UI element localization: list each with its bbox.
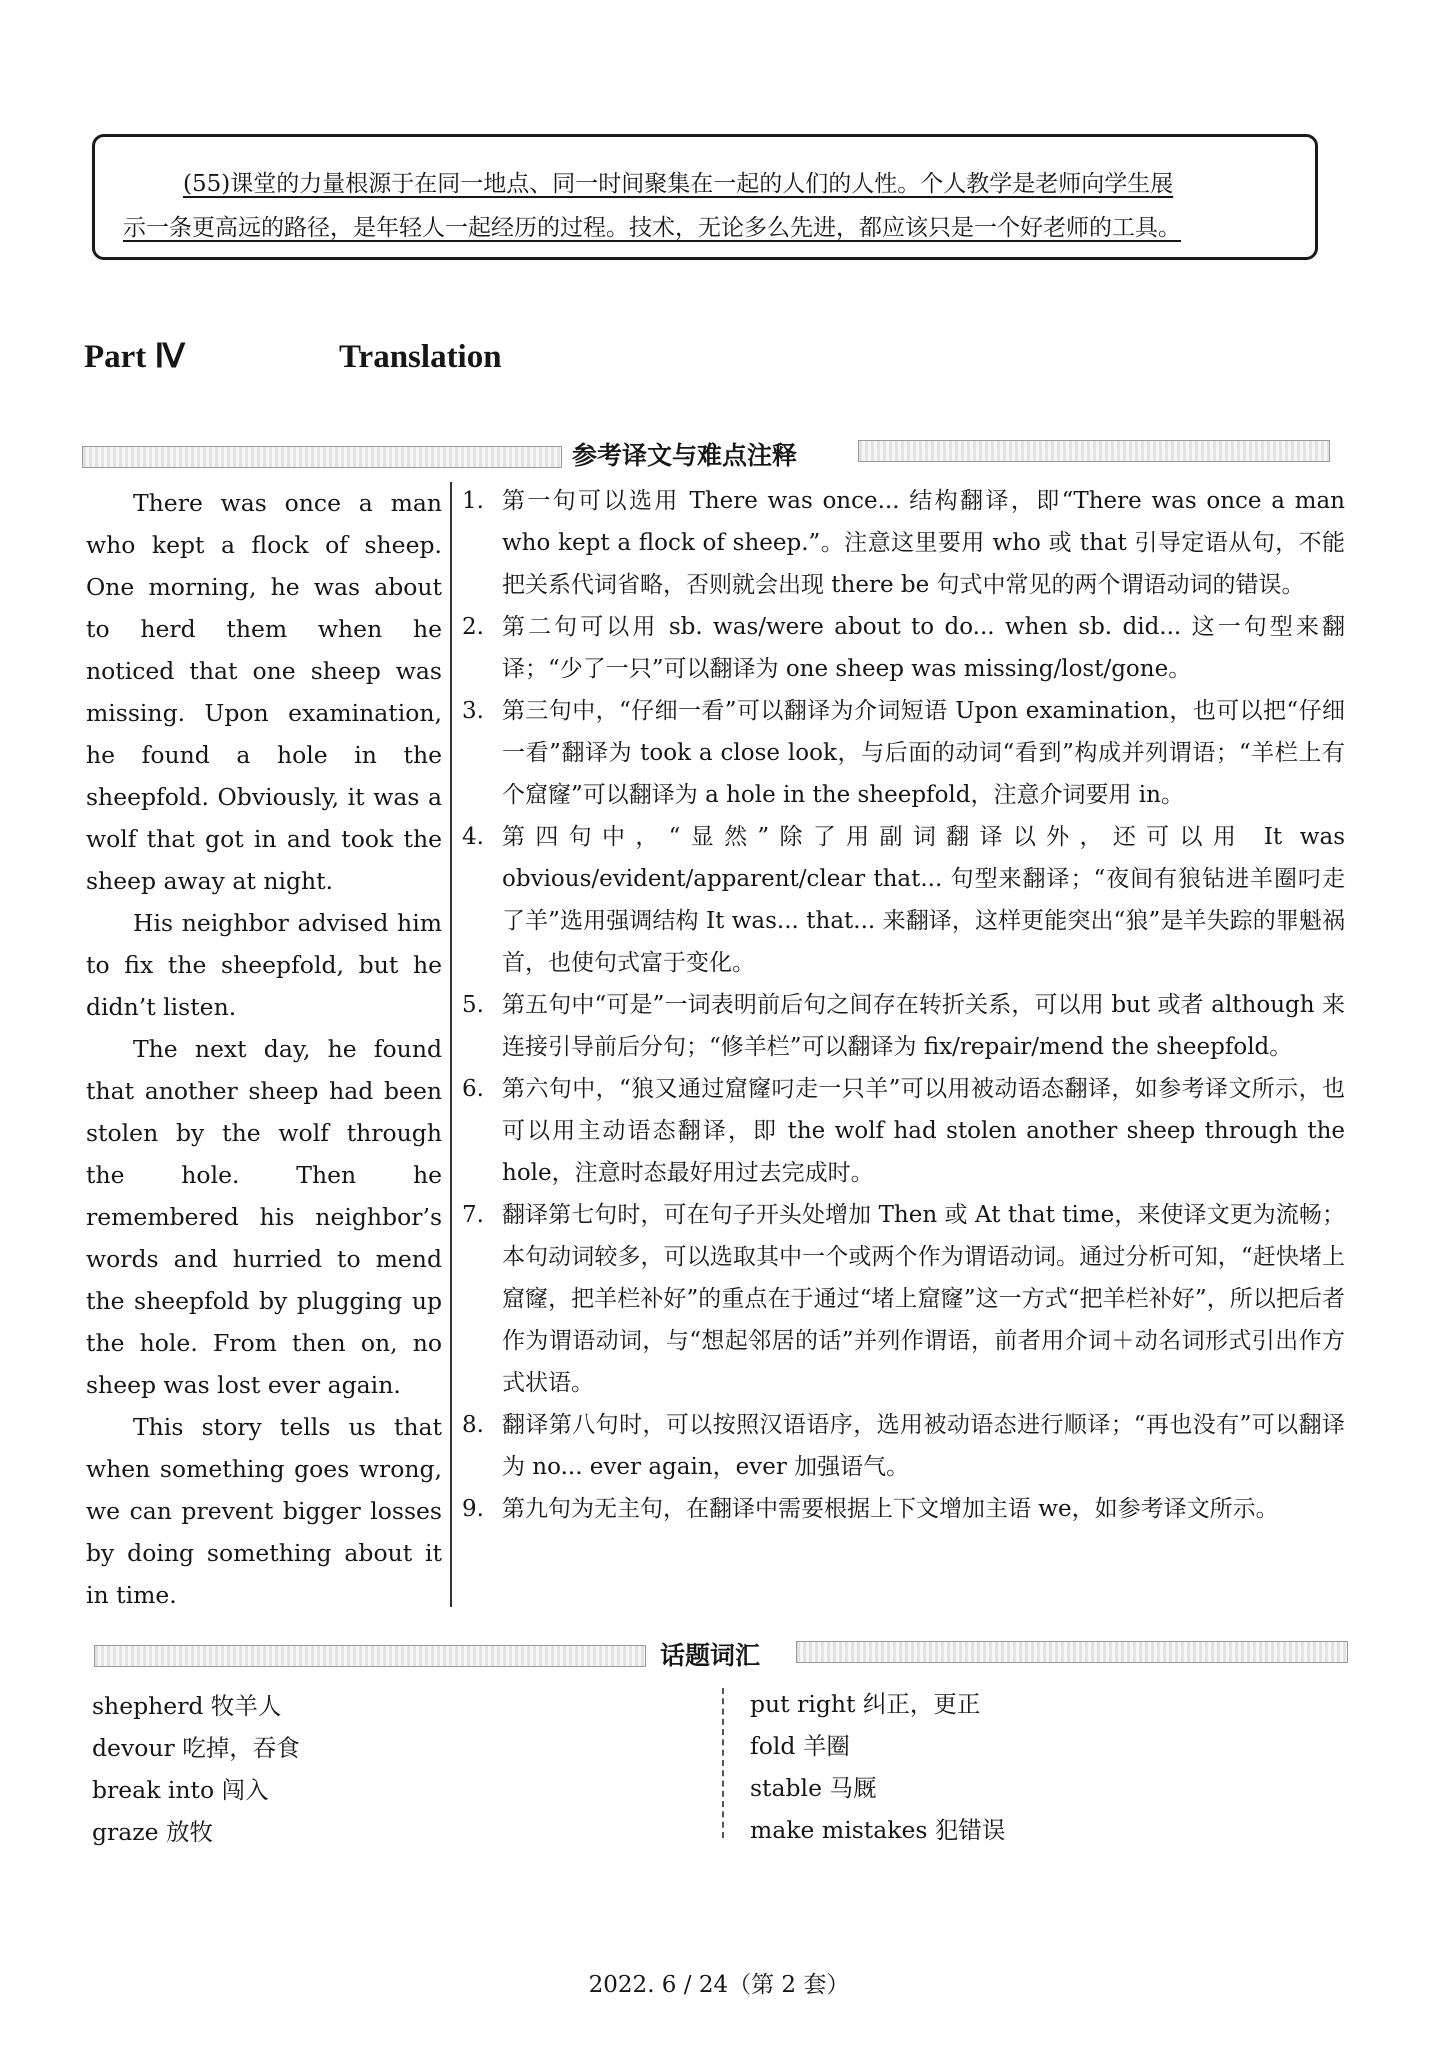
- note-number: 8.: [462, 1412, 484, 1438]
- vocab-item: break into 闯入: [92, 1776, 269, 1804]
- vocab-band-title: 话题词汇: [660, 1636, 760, 1672]
- page-footer: 2022. 6 / 24（第 2 套）: [588, 1972, 850, 1998]
- note-item: [462, 816, 1345, 984]
- note-item: [462, 1194, 1345, 1404]
- translation-paragraph: The next day, he found that another sheep had been stolen by the wolf through the hole. Then he remembered his neighbor’s words and hurried to mend the sheepfold by plugging up the hole. From then on, no sheep was lost ever again.: [86, 1035, 442, 1399]
- note-item: [462, 1488, 1345, 1530]
- note-text: 翻译第八句时，可以按照汉语语序，选用被动语态进行顺译；“再也没有”可以翻译为 no... ever again，ever 加强语气。: [502, 1412, 1345, 1480]
- part-heading: [84, 336, 502, 376]
- column-divider: [450, 482, 452, 1607]
- reference-band-title: 参考译文与难点注释: [572, 436, 797, 472]
- note-text: 第三句中，“仔细一看”可以翻译为介词短语 Upon examination，也可以把“仔细一看”翻译为 took a close look，与后面的动词“看到”构成并列谓语；“羊栏上有个窟窿”可以翻译为 a hole in the sheepfold，注意介词要用 in。: [502, 698, 1345, 808]
- translation-paragraph: There was once a man who kept a flock of sheep. One morning, he was about to herd them when he noticed that one sheep was missing. Upon examination, he found a hole in the sheepfold. Obviously, it was a wolf that got in and took the sheep away at night.: [86, 489, 442, 895]
- vocab-band-right: [796, 1641, 1348, 1663]
- reference-band-right: [858, 440, 1330, 462]
- translation-paragraph: His neighbor advised him to fix the sheepfold, but he didn’t listen.: [86, 909, 442, 1021]
- note-number: 3.: [462, 698, 484, 724]
- note-number: 2.: [462, 614, 484, 640]
- note-item: [462, 1404, 1345, 1488]
- vocab-item: put right 纠正，更正: [750, 1690, 981, 1718]
- note-text: 第二句可以用 sb. was/were about to do... when sb. did... 这一句型来翻译；“少了一只”可以翻译为 one sheep was missing/lost/gone。: [502, 614, 1345, 682]
- vocab-item: stable 马厩: [750, 1774, 877, 1802]
- note-item: [462, 480, 1345, 606]
- vocab-item: make mistakes 犯错误: [750, 1816, 1006, 1844]
- note-number: 9.: [462, 1496, 484, 1522]
- vocab-divider: [722, 1688, 724, 1838]
- note-item: [462, 690, 1345, 816]
- vocab-list-left: [92, 1685, 300, 1853]
- notes-list: [462, 480, 1345, 1530]
- part-number: Part Ⅳ: [84, 339, 185, 375]
- vocab-band-left: [94, 1645, 646, 1667]
- vocab-list-right: [750, 1683, 1005, 1851]
- note-item: [462, 984, 1345, 1068]
- vocab-item: fold 羊圈: [750, 1732, 850, 1760]
- note-number: 1.: [462, 488, 484, 514]
- note-number: 6.: [462, 1076, 484, 1102]
- note-number: 4.: [462, 824, 484, 850]
- translation-column: [86, 482, 442, 1616]
- note-number: 5.: [462, 992, 484, 1018]
- note-number: 7.: [462, 1202, 484, 1228]
- note-box: [92, 134, 1318, 260]
- section-title: Translation: [339, 339, 502, 375]
- vocab-item: devour 吃掉，吞食: [92, 1734, 300, 1762]
- note-text: 第五句中“可是”一词表明前后句之间存在转折关系，可以用 but 或者 although 来连接引导前后分句；“修羊栏”可以翻译为 fix/repair/mend the sheepfold。: [502, 992, 1345, 1060]
- note-text: 第一句可以选用 There was once... 结构翻译，即“There was once a man who kept a flock of sheep.”。注意这里要用 who 或 that 引导定语从句，不能把关系代词省略，否则就会出现 there be 句式中常见的两个谓语动词的错误。: [502, 488, 1345, 598]
- vocab-item: shepherd 牧羊人: [92, 1692, 282, 1720]
- translation-paragraph: This story tells us that when something goes wrong, we can prevent bigger losses by doing something about it in time.: [86, 1413, 442, 1609]
- note-line-1: (55)课堂的力量根源于在同一地点、同一时间聚集在一起的人们的人性。个人教学是老师向学生展: [183, 171, 1174, 197]
- note-text: 第六句中，“狼又通过窟窿叼走一只羊”可以用被动语态翻译，如参考译文所示，也可以用主动语态翻译，即 the wolf had stolen another sheep through the hole，注意时态最好用过去完成时。: [502, 1076, 1345, 1186]
- note-text: 翻译第七句时，可在句子开头处增加 Then 或 At that time，来使译文更为流畅；本句动词较多，可以选取其中一个或两个作为谓语动词。通过分析可知，“赶快堵上窟窿，把羊栏补好”的重点在于通过“堵上窟窿”这一方式“把羊栏补好”，所以把后者作为谓语动词，与“想起邻居的话”并列作谓语，前者用介词＋动名词形式引出作方式状语。: [502, 1202, 1345, 1396]
- note-line-2: 示一条更高远的路径，是年轻人一起经历的过程。技术，无论多么先进，都应该只是一个好老师的工具。: [123, 215, 1181, 241]
- note-text: 第四句中，“显然”除了用副词翻译以外，还可以用 It was obvious/evident/apparent/clear that... 句型来翻译；“夜间有狼钻进羊圈叼走了羊”选用强调结构 It was... that... 来翻译，这样更能突出“狼”是羊失踪的罪魁祸首，也使句式富于变化。: [502, 824, 1345, 976]
- reference-band-left: [82, 446, 562, 468]
- vocab-item: graze 放牧: [92, 1818, 214, 1846]
- note-item: [462, 1068, 1345, 1194]
- note-item: [462, 606, 1345, 690]
- note-text: 第九句为无主句，在翻译中需要根据上下文增加主语 we，如参考译文所示。: [502, 1496, 1279, 1522]
